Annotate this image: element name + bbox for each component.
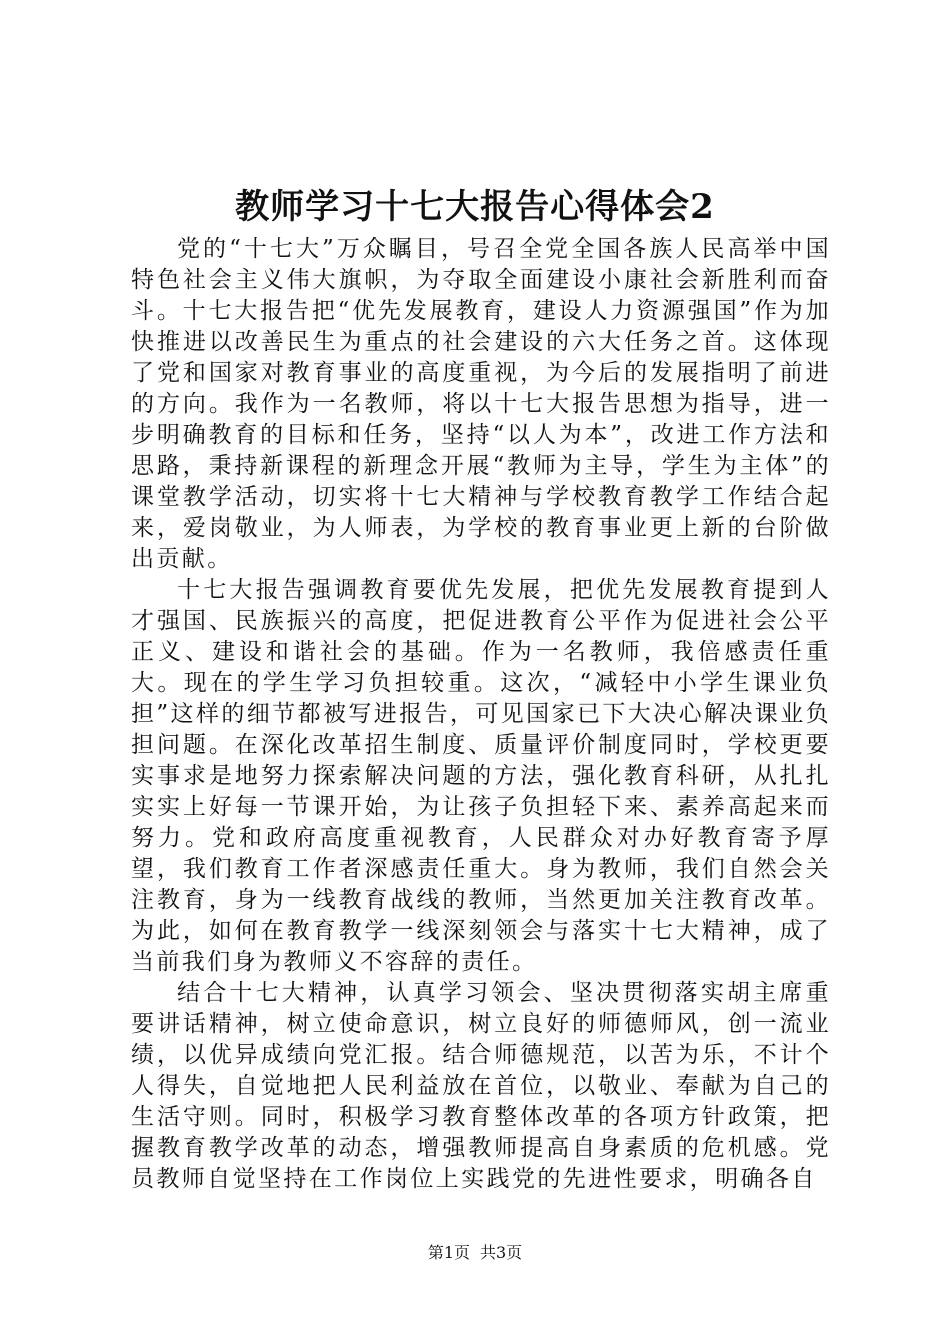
page-footer bbox=[0, 1242, 950, 1264]
document-body bbox=[131, 234, 831, 1195]
page-number-current: 第1页 bbox=[427, 1243, 470, 1262]
paragraph-1: 党的“十七大”万众瞩目，号召全党全国各族人民高举中国特色社会主义伟大旗帜，为夺取全面建设小康社会新胜利而奋斗。十七大报告把“优先发展教育，建设人力资源强国”作为加快推进以改善民生为重点的社会建设的六大任务之首。这体现了党和国家对教育事业的高度重视，为今后的发展指明了前进的方向。我作为一名教师，将以十七大报告思想为指导，进一步明确教育的目标和任务，坚持“以人为本”，改进工作方法和思路，秉持新课程的新理念开展“教师为主导，学生为主体”的课堂教学活动，切实将十七大精神与学校教育教学工作结合起来，爱岗敬业，为人师表，为学校的教育事业更上新的台阶做出贡献。 bbox=[131, 236, 831, 572]
paragraph-2: 十七大报告强调教育要优先发展，把优先发展教育提到人才强国、民族振兴的高度，把促进教育公平作为促进社会公平正义、建设和谐社会的基础。作为一名教师，我倍感责任重大。现在的学生学习负担较重。这次，“减轻中小学生课业负担”这样的细节都被写进报告，可见国家已下大决心解决课业负担问题。在深化改革招生制度、质量评价制度同时，学校更要实事求是地努力探索解决问题的方法，强化教育科研，从扎扎实实上好每一节课开始，为让孩子负担轻下来、素养高起来而努力。党和政府高度重视教育，人民群众对办好教育寄予厚望，我们教育工作者深感责任重大。身为教师，我们自然会关注教育，身为一线教育战线的教师，当然更加关注教育改革。为此，如何在教育教学一线深刻领会与落实十七大精神，成了当前我们身为教师义不容辞的责任。 bbox=[131, 577, 831, 975]
page-number-total: 共3页 bbox=[480, 1243, 523, 1262]
paragraph-3: 结合十七大精神，认真学习领会、坚决贯彻落实胡主席重要讲话精神，树立使命意识，树立良好的师德师风，创一流业绩，以优异成绩向党汇报。结合师德规范，以苦为乐，不计个人得失，自觉地把人民利益放在首位，以敬业、奉献为自己的生活守则。同时，积极学习教育整体改革的各项方针政策，把握教育教学改革的动态，增强教师提高自身素质的危机感。党员教师自觉坚持在工作岗位上实践党的先进性要求，明确各自 bbox=[131, 980, 831, 1192]
document-title: 教师学习十七大报告心得体会2 bbox=[235, 187, 715, 227]
